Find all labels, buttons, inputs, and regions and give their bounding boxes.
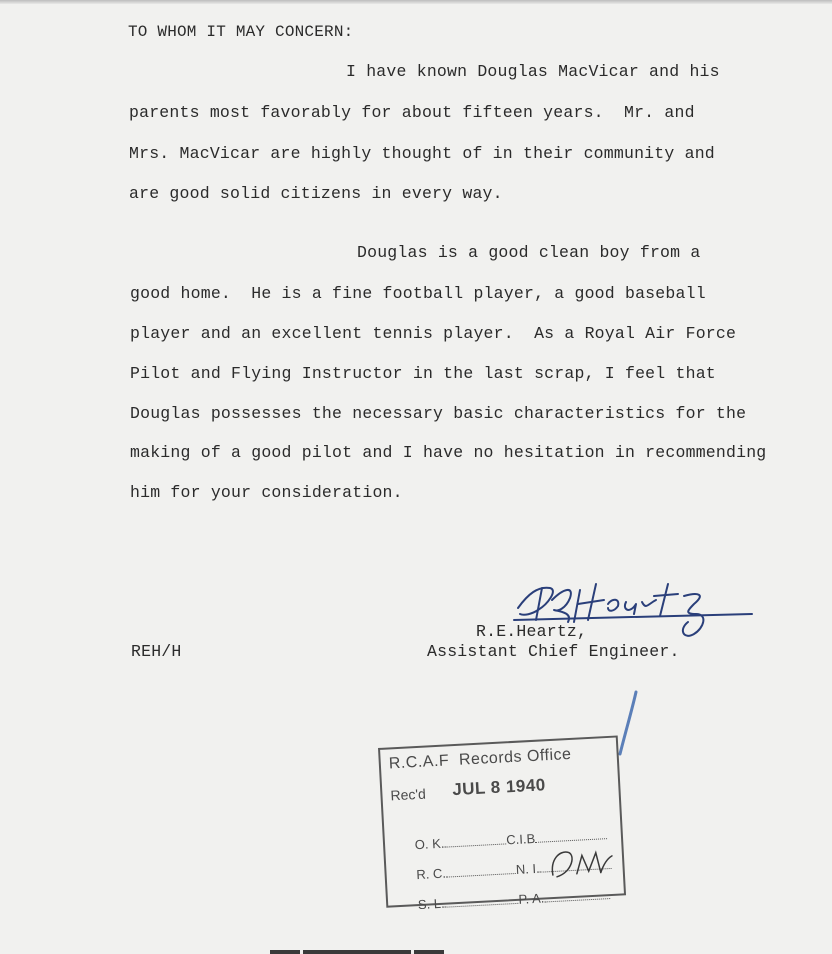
paragraph2-line1: Douglas is a good clean boy from a <box>357 243 701 262</box>
stamp-field-cib: C.I.B <box>505 830 536 848</box>
paragraph2-line3: player and an excellent tennis player. As a Royal Air Force <box>130 324 737 343</box>
paragraph2-line6: making of a good pilot and I have no hesitation in recommending <box>130 443 767 462</box>
stamp-field-ok: O. K. <box>414 835 445 853</box>
stamp-title: R.C.A.F Records Office <box>388 745 572 773</box>
signer-title: Assistant Chief Engineer. <box>427 642 680 661</box>
stamp-received-label: Rec'd <box>390 785 427 804</box>
scan-artifact <box>303 950 411 954</box>
paragraph2-line5: Douglas possesses the necessary basic characteristics for the <box>130 404 747 423</box>
stamp-field-rc: R. C. <box>415 865 447 883</box>
paragraph1-line1: I have known Douglas MacVicar and his <box>346 62 720 81</box>
stamp-field-ni: N. I. <box>515 860 541 877</box>
scan-artifact <box>414 950 444 954</box>
salutation: TO WHOM IT MAY CONCERN: <box>128 23 354 41</box>
paragraph2-line2: good home. He is a fine football player, a good baseball <box>130 284 706 303</box>
paragraph1-line2: parents most favorably for about fifteen years. Mr. and <box>129 103 695 122</box>
paragraph1-line3: Mrs. MacVicar are highly thought of in their community and <box>129 144 715 163</box>
reference-initials: REH/H <box>131 642 182 661</box>
paragraph1-line4: are good solid citizens in every way. <box>129 184 503 203</box>
stamp-field-pa: P. A. <box>518 890 545 907</box>
records-office-stamp <box>378 735 626 913</box>
paragraph2-line4: Pilot and Flying Instructor in the last scrap, I feel that <box>130 364 716 383</box>
scan-artifact <box>270 950 300 954</box>
stamp-handwritten-initials <box>545 842 617 886</box>
stamp-field-sl: S. L. <box>417 895 446 913</box>
paragraph2-line7: him for your consideration. <box>130 483 403 502</box>
stamp-date: JUL 8 1940 <box>451 775 547 800</box>
signer-name: R.E.Heartz, <box>476 622 588 641</box>
